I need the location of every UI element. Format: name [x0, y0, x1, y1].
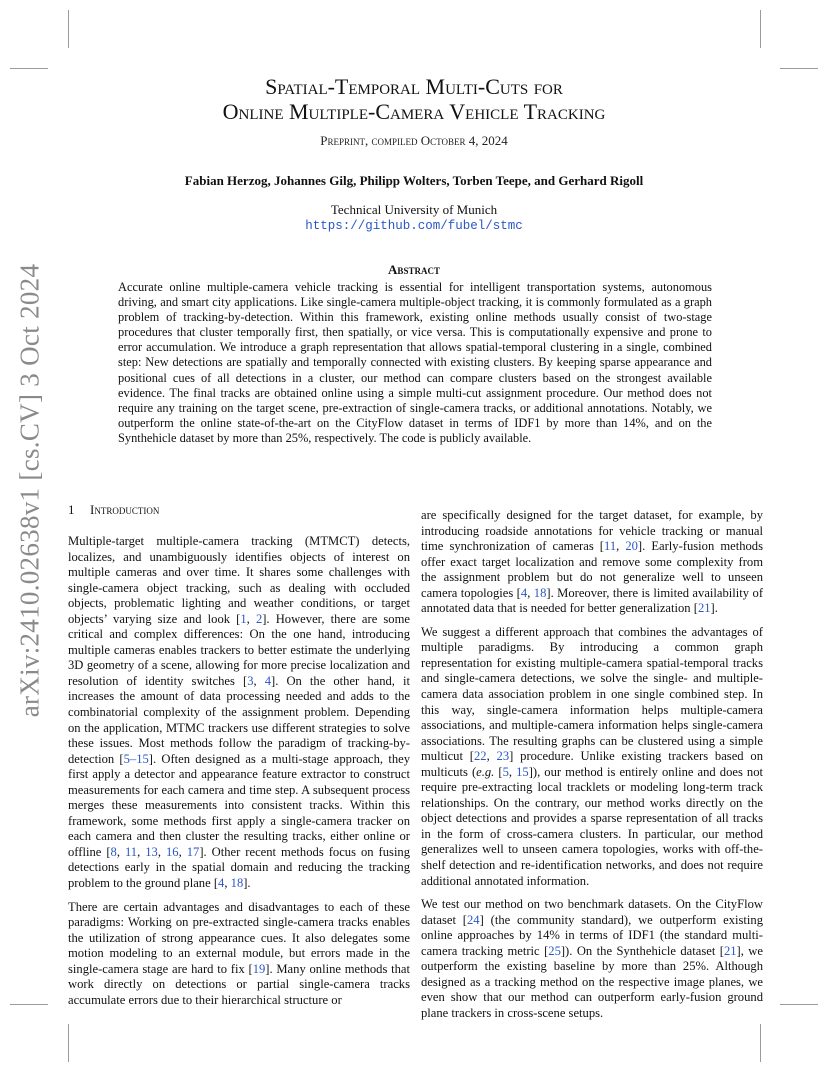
citation-link[interactable]: 3 [247, 673, 254, 688]
text-run: , [157, 844, 166, 859]
citation-link[interactable]: 5 [502, 764, 509, 779]
author-list: Fabian Herzog, Johannes Gilg, Philipp Wolters, Torben Teepe, and Gerhard Rigoll [184, 173, 644, 188]
text-run: , [246, 611, 256, 626]
text-run: There are certain advantages and disadvantages to each of these paradigms: Working on pre-extracted single-camera tracks enables the utilization of strong appearance cues. It also delegates some motion modeling to an external module, but errors made in the single-camera stage are hard to fix [ [68, 899, 410, 976]
paragraph [421, 897, 763, 1021]
paragraph [68, 900, 410, 1009]
text-run: , [178, 844, 187, 859]
right-column [421, 508, 763, 1030]
text-run: , [253, 673, 265, 688]
crop-mark [68, 1024, 69, 1062]
title-line-2: Online Multiple-Camera Vehicle Tracking [222, 99, 606, 124]
section-title: Introduction [90, 502, 160, 517]
citation-link[interactable]: 15 [516, 764, 529, 779]
preprint-line: Preprint, compiled October 4, 2024 [320, 133, 508, 148]
citation-link[interactable]: 18 [230, 876, 244, 891]
left-column [68, 500, 410, 1016]
arxiv-stamp-text: arXiv:2410.02638v1 [cs.CV] 3 Oct 2024 [14, 263, 45, 717]
citation-link[interactable]: 8 [110, 844, 117, 859]
text-run: ]. Many online methods that work directly on detections or partial single-camera tracks accumulate errors due to their hierarchical structure or [68, 961, 411, 1007]
section-number: 1 [68, 502, 75, 517]
crop-mark [68, 10, 69, 48]
text-run: ]). On the Synthehicle dataset [ [560, 943, 724, 958]
text-run: , [616, 539, 626, 554]
text-run: ], we outperform the existing baseline by more than 25%. Although designed as a tracking method on the respective image planes, we even show that our method can outperform early-fusion ground plane trackers in cross-scene setups. [421, 943, 763, 1020]
repo-link[interactable]: https://github.com/fubel/stmc [305, 219, 523, 233]
citation-link[interactable]: 16 [165, 844, 179, 859]
citation-link[interactable]: 22 [473, 749, 487, 764]
citation-link[interactable]: 24 [467, 912, 480, 927]
text-run: We suggest a different approach that combines the advantages of multiple paradigms. By introducing a common graph representation for existing multiple-camera spatial-temporal tracks and single-camera detections, we solve the single- and multiple-camera data association problem in one single combined step. In this way, single-camera information helps multiple-camera associations, and multiple-camera information helps single-camera associations. The resulting graphs can be clustered using a simple multicut [ [421, 624, 763, 764]
text-run: , [224, 876, 231, 891]
citation-link[interactable]: 4 [218, 876, 225, 891]
text-run: , [527, 585, 534, 600]
text-run: ]. Often designed as a multi-stage approach, they first apply a detector and appearance feature extractor to construct measurements for each camera and time step. A subsequent process merges these measurements into consistent tracks. Within this framework, some methods first apply a single-camera tracker on each camera and then cluster the resulting tracks, either online or offline [ [68, 751, 411, 859]
text-run: ]. [243, 876, 251, 891]
text-run: ]. However, there are some critical and complex differences: On the one hand, introducing multiple cameras enables trackers to better estimate the underlying 3D geometry of a scene, allowing for more precise localization and resolution of identity switches [ [68, 611, 410, 688]
text-run: , [486, 749, 497, 764]
citation-link[interactable]: 23 [496, 749, 510, 764]
affiliation: Technical University of Munich [330, 202, 498, 217]
text-run: ]. On the other hand, it increases the amount of data processing needed and adds to the combinatorial complexity of the assignment problem. Depending on the application, MTMC trackers use different strategies to solve these issues. Most methods follow the paradigm of tracking-by-detection [ [68, 673, 411, 766]
citation-link[interactable]: 2 [255, 611, 263, 626]
text-run: We test our method on two benchmark datasets. On the CityFlow dataset [ [421, 897, 763, 927]
crop-mark [780, 1004, 818, 1005]
citation-link[interactable]: 4 [520, 585, 528, 600]
section-heading [68, 502, 410, 522]
paragraph [68, 534, 410, 892]
crop-mark [760, 10, 761, 48]
arxiv-stamp [2, 263, 58, 717]
crop-mark [10, 1004, 48, 1005]
text-run: ] (the community standard), we outperform existing online approaches by 14% in terms of IDF1 (the standard multi-camera tracking metric [ [421, 912, 763, 958]
text-run: , [116, 844, 125, 859]
citation-link[interactable]: 4 [264, 673, 272, 688]
text-run: ]. [710, 601, 718, 616]
text-run: ]. Moreover, there is limited availability of annotated data that is needed for better generalization [ [421, 585, 764, 616]
crop-mark [780, 68, 818, 69]
crop-mark [760, 1024, 761, 1062]
citation-link[interactable]: 1 [240, 611, 247, 626]
text-run: , [137, 844, 146, 859]
paper-title [0, 74, 828, 124]
text-run: ]), our method is entirely online and does not require pre-extracting local tracklets or modeling long-term track relationships. On the contrary, our method works directly on the object detections and provides a sparse representation of all tracks in the form of cross-camera clusters. In particular, our method generalizes well to unseen camera topologies, works with off-the-shelf detection and re-identification networks, and does not require additional annotated information. [421, 764, 764, 888]
citation-link[interactable]: 11 [603, 539, 617, 554]
citation-link[interactable]: 21 [697, 601, 711, 616]
abstract-text: Accurate online multiple-camera vehicle tracking is essential for intelligent transportation systems, autonomous driving, and smart city applications. Like single-camera multiple-object tracking, it is commonly formulated as a graph problem of tracking-by-detection. Within this framework, existing online methods usually consist of two-stage procedures that cluster temporally first, then spatially, or vice versa. This is computationally expensive and prone to error accumulation. We introduce a graph representation that allows spatial-temporal clustering in a single, combined step: New detections are spatially and temporally connected with existing clusters. By keeping sparse appearance and positional cues of all detections in a cluster, our method can compare clusters based on the strongest available evidence. The final tracks are obtained online using a simple multi-cut assignment procedure. Our method does not require any training on the target scene, pre-extraction of single-camera tracks, or additional annotations. Notably, we outperform the online state-of-the-art on the CityFlow dataset in terms of IDF1 by more than 14%, and on the Synthehicle dataset by more than 25%, respectively. The code is publicly available. [118, 280, 712, 445]
paragraph [421, 508, 763, 617]
citation-link[interactable]: 11 [124, 844, 138, 859]
text-run: Multiple-target multiple-camera tracking (MTMCT) detects, localizes, and unambiguously identifies objects of interest on multiple cameras and over time. It shares some challenges with single-camera object tracking, such as dealing with occluded objects, problematic lighting and weather conditions, or target objects’ varying size and look [ [68, 534, 410, 626]
citation-link[interactable]: 18 [533, 585, 547, 600]
citation-link[interactable]: 25 [548, 943, 561, 958]
citation-link[interactable]: 5–15 [123, 751, 149, 766]
text-run: ]. Other recent methods focus on fusing detections early in the spatial domain and reducing the tracking problem to the ground plane [ [68, 844, 411, 891]
citation-link[interactable]: 13 [145, 844, 158, 859]
citation-link[interactable]: 19 [252, 961, 266, 976]
text-run: , [508, 764, 517, 779]
abstract-heading: Abstract [388, 262, 440, 277]
italic-text: e.g. [476, 764, 495, 779]
title-line-1: Spatial-Temporal Multi-Cuts for [265, 74, 563, 99]
text-run: [ [494, 764, 503, 779]
paragraph [421, 625, 763, 889]
text-run: are specifically designed for the target dataset, for example, by introducing roadside annotations for vehicle tracking or manual time synchronization of cameras [ [421, 508, 763, 554]
text-run: ] procedure. Unlike existing trackers based on multicuts ( [421, 749, 763, 779]
citation-link[interactable]: 20 [625, 539, 638, 554]
text-run: ]. Early-fusion methods offer exact target localization and remove some complexity from the assignment problem but do not generalize well to unseen camera topologies [ [421, 539, 763, 600]
crop-mark [10, 68, 48, 69]
citation-link[interactable]: 17 [186, 844, 200, 859]
citation-link[interactable]: 21 [723, 943, 737, 958]
